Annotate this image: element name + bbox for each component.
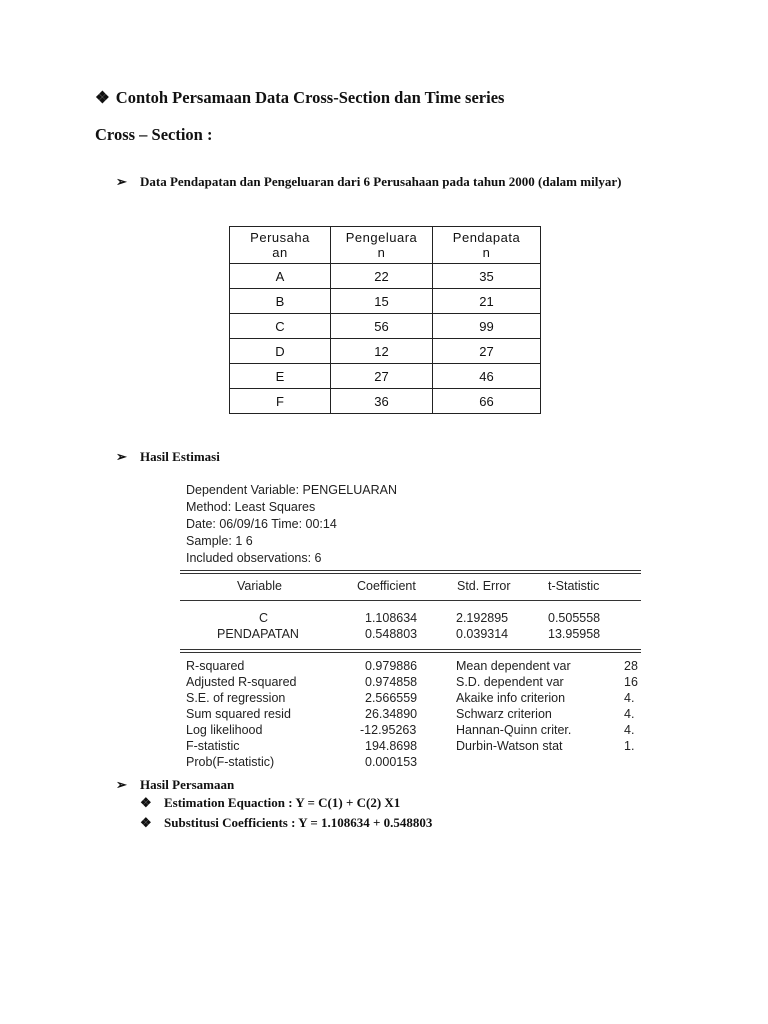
coef-header-coefficient: Coefficient [357, 579, 416, 593]
table-row [230, 289, 541, 314]
estimation-equation [140, 795, 400, 811]
stat-value: -12.95263 [360, 723, 417, 737]
intro-text: Data Pendapatan dan Pengeluaran dari 6 Perusahaan pada tahun 2000 (dalam milyar) [140, 174, 622, 189]
stat-value: 16 [624, 675, 638, 689]
coef-header-variable: Variable [237, 579, 282, 593]
stat-value: 4. [624, 691, 635, 705]
diamond-bullet-icon: ❖ [95, 88, 110, 107]
stat-value: 4. [624, 723, 635, 737]
coef-value: 0.548803 [365, 627, 418, 641]
eviews-output-screenshot [180, 478, 641, 776]
stat-label: Hannan-Quinn criter. [456, 723, 572, 737]
stat-label: Durbin-Watson stat [456, 739, 563, 753]
table-cell: B [230, 289, 331, 314]
table-row [230, 389, 541, 414]
stat-value: 1. [624, 739, 635, 753]
table-cell: E [230, 364, 331, 389]
table-cell: 56 [331, 314, 433, 339]
coef-t-statistic: 13.95958 [548, 627, 601, 641]
stat-value: 4. [624, 707, 635, 721]
table-header-row [230, 227, 541, 264]
stat-label: S.E. of regression [186, 691, 286, 705]
stat-label: Mean dependent var [456, 659, 571, 673]
table-cell: 22 [331, 264, 433, 289]
stat-label: Log likelihood [186, 723, 263, 737]
coef-std-error: 2.192895 [456, 611, 509, 625]
divider [180, 649, 641, 650]
meta-line: Date: 06/09/16 Time: 00:14 [186, 517, 337, 531]
divider [180, 652, 641, 653]
diamond-bullet-icon: ❖ [140, 795, 152, 810]
table-row [230, 339, 541, 364]
table-cell: 21 [433, 289, 541, 314]
stat-label: Akaike info criterion [456, 691, 566, 705]
coef-header-std-error: Std. Error [457, 579, 511, 593]
coef-t-statistic: 0.505558 [548, 611, 601, 625]
stat-value: 0.974858 [365, 675, 418, 689]
meta-line: Method: Least Squares [186, 500, 316, 514]
table-row [230, 314, 541, 339]
meta-line: Dependent Variable: PENGELUARAN [186, 483, 397, 497]
coef-variable: C [259, 611, 269, 625]
stat-value: 28 [624, 659, 638, 673]
persamaan-title: Hasil Persamaan [140, 777, 235, 792]
equation-text: Estimation Equaction : Y = C(1) + C(2) X1 [164, 795, 401, 810]
stat-label: Schwarz criterion [456, 707, 552, 721]
meta-line: Included observations: 6 [186, 551, 322, 565]
data-table [229, 226, 541, 414]
coef-header-t-statistic: t-Statistic [548, 579, 600, 593]
stat-value: 26.34890 [365, 707, 418, 721]
stat-label: F-statistic [186, 739, 240, 753]
table-cell: A [230, 264, 331, 289]
intro-paragraph [116, 166, 676, 197]
coef-std-error: 0.039314 [456, 627, 509, 641]
stat-label: Sum squared resid [186, 707, 291, 721]
table-cell: 27 [331, 364, 433, 389]
table-cell: 99 [433, 314, 541, 339]
table-cell: 36 [331, 389, 433, 414]
stat-label: Prob(F-statistic) [186, 755, 275, 769]
table-cell: 15 [331, 289, 433, 314]
estimasi-title: Hasil Estimasi [140, 449, 220, 464]
table-cell: 46 [433, 364, 541, 389]
table-cell: 27 [433, 339, 541, 364]
heading-text: Contoh Persamaan Data Cross-Section dan Time series [115, 88, 505, 107]
table-cell: D [230, 339, 331, 364]
table-header-pendapatan: Pendapata n [433, 227, 541, 264]
table-cell: 12 [331, 339, 433, 364]
table-header-perusahaan: Perusaha an [230, 227, 331, 264]
divider [180, 600, 641, 601]
coef-variable: PENDAPATAN [217, 627, 299, 641]
stat-label: S.D. dependent var [456, 675, 564, 689]
table-cell: 66 [433, 389, 541, 414]
table-cell: 35 [433, 264, 541, 289]
stat-value: 0.000153 [365, 755, 418, 769]
divider [180, 573, 641, 574]
document-heading [95, 88, 504, 108]
substitution-equation [140, 815, 432, 831]
table-cell: C [230, 314, 331, 339]
stat-value: 2.566559 [365, 691, 418, 705]
coef-value: 1.108634 [365, 611, 418, 625]
persamaan-heading [116, 777, 234, 793]
divider [180, 570, 641, 571]
regression-meta [186, 482, 397, 567]
table-row [230, 364, 541, 389]
arrow-bullet-icon: ➢ [116, 174, 127, 189]
stat-value: 0.979886 [365, 659, 418, 673]
arrow-bullet-icon: ➢ [116, 777, 127, 792]
stat-value: 194.8698 [365, 739, 418, 753]
table-row [230, 264, 541, 289]
stat-label: Adjusted R-squared [186, 675, 297, 689]
estimasi-heading [116, 449, 220, 465]
stat-label: R-squared [186, 659, 245, 673]
equation-text: Substitusi Coefficients : Y = 1.108634 + 0.548803 [164, 815, 433, 830]
diamond-bullet-icon: ❖ [140, 815, 152, 830]
table-header-pengeluaran: Pengeluara n [331, 227, 433, 264]
table-cell: F [230, 389, 331, 414]
arrow-bullet-icon: ➢ [116, 449, 127, 464]
meta-line: Sample: 1 6 [186, 534, 253, 548]
section-title: Cross – Section : [95, 125, 213, 144]
